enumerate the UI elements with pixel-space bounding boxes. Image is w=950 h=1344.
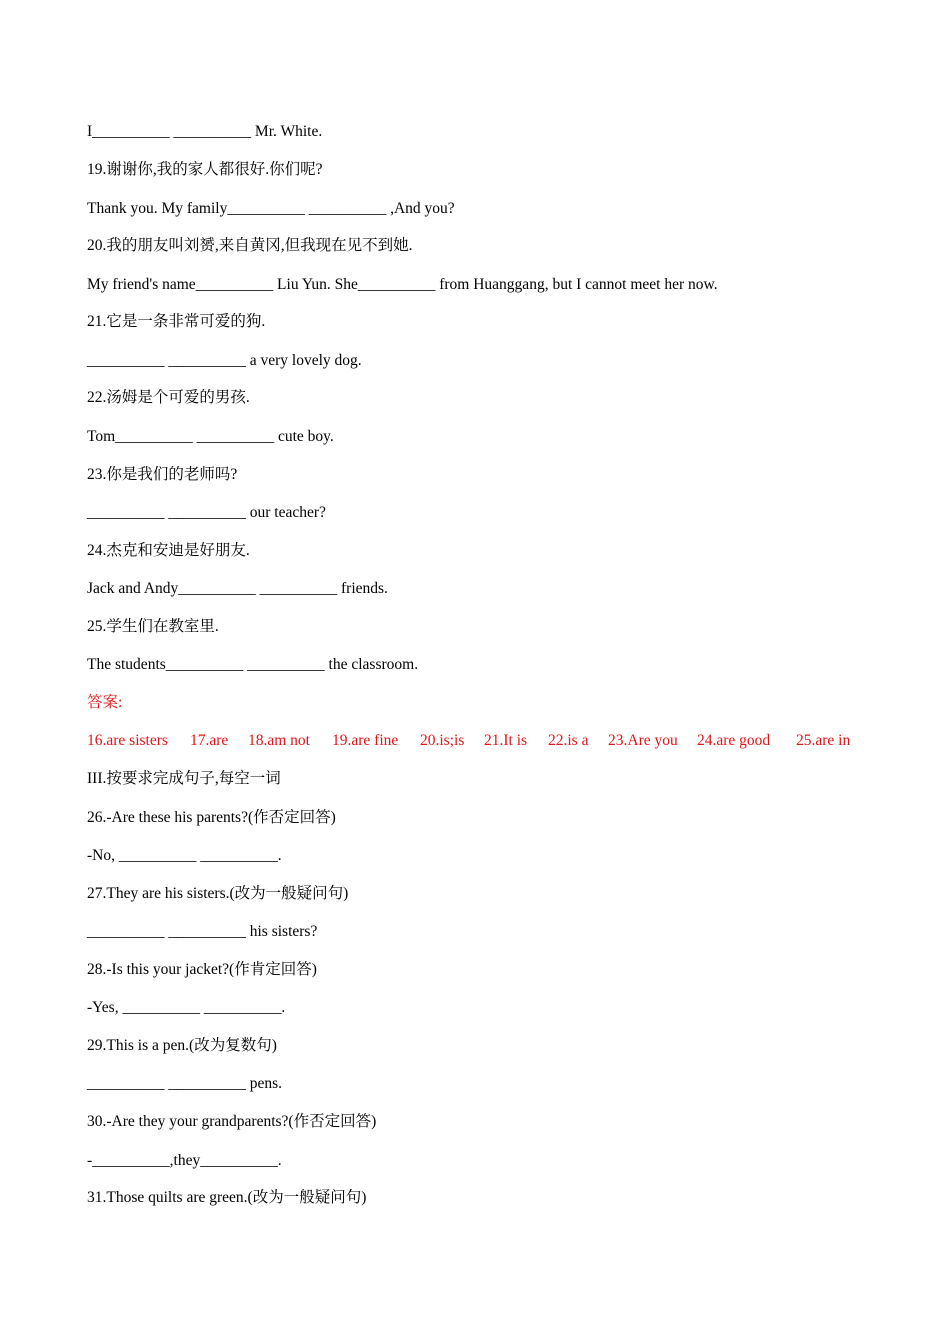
exercise-31-prompt: 31.Those quilts are green.(改为一般疑问句) [87, 1189, 367, 1206]
exercise-21-prompt: 21.它是一条非常可爱的狗. [87, 313, 266, 330]
exercise-29-prompt: 29.This is a pen.(改为复数句) [87, 1037, 277, 1054]
exercise-28-prompt: 28.-Is this your jacket?(作肯定回答) [87, 961, 317, 978]
exercise-24-blank-line: Jack and Andy__________ __________ friends. [87, 580, 388, 597]
exercise-25-blank-line: The students__________ __________ the classroom. [87, 656, 419, 673]
exercise-30-blank-line: -__________,they__________. [87, 1152, 282, 1169]
answer-19: 19.are fine [332, 732, 399, 749]
exercise-29-blank-line: __________ __________ pens. [87, 1075, 283, 1092]
answer-23: 23.Are you [608, 732, 678, 749]
exercise-21-blank-line: __________ __________ a very lovely dog. [87, 352, 362, 369]
exercise-23-prompt: 23.你是我们的老师吗? [87, 466, 238, 483]
exercise-27-blank-line: __________ __________ his sisters? [87, 923, 318, 940]
answer-24: 24.are good [697, 732, 771, 749]
exercise-20-prompt: 20.我的朋友叫刘赟,来自黄冈,但我现在见不到她. [87, 237, 413, 254]
exercise-26-blank-line: -No, __________ __________. [87, 847, 282, 864]
exercise-25-prompt: 25.学生们在教室里. [87, 618, 219, 635]
exercise-26-prompt: 26.-Are these his parents?(作否定回答) [87, 809, 336, 826]
exercise-20-blank-line: My friend's name__________ Liu Yun. She__________ from Huanggang, but I cannot meet her now. [87, 276, 718, 293]
answer-key-row [87, 731, 947, 751]
exercise-22-blank-line: Tom__________ __________ cute boy. [87, 428, 334, 445]
answer-22: 22.is a [548, 732, 589, 749]
exercise-24-prompt: 24.杰克和安迪是好朋友. [87, 542, 250, 559]
section-iii-heading: III.按要求完成句子,每空一词 [87, 770, 281, 787]
exercise-30-prompt: 30.-Are they your grandparents?(作否定回答) [87, 1113, 377, 1130]
answer-heading: 答案: [87, 694, 123, 711]
answer-16: 16.are sisters [87, 732, 168, 749]
exercise-22-prompt: 22.汤姆是个可爱的男孩. [87, 389, 250, 406]
exercise-18-blank-line: I__________ __________ Mr. White. [87, 123, 323, 140]
exercise-23-blank-line: __________ __________ our teacher? [87, 504, 326, 521]
exercise-28-blank-line: -Yes, __________ __________. [87, 999, 286, 1016]
answer-25: 25.are in [796, 732, 851, 749]
answer-21: 21.It is [484, 732, 528, 749]
exercise-19-blank-line: Thank you. My family__________ __________ ,And you? [87, 200, 455, 217]
exercise-27-prompt: 27.They are his sisters.(改为一般疑问句) [87, 885, 349, 902]
answer-17: 17.are [190, 732, 229, 749]
answer-20: 20.is;is [420, 732, 465, 749]
exercise-19-prompt: 19.谢谢你,我的家人都很好.你们呢? [87, 161, 323, 178]
answer-18: 18.am not [248, 732, 310, 749]
